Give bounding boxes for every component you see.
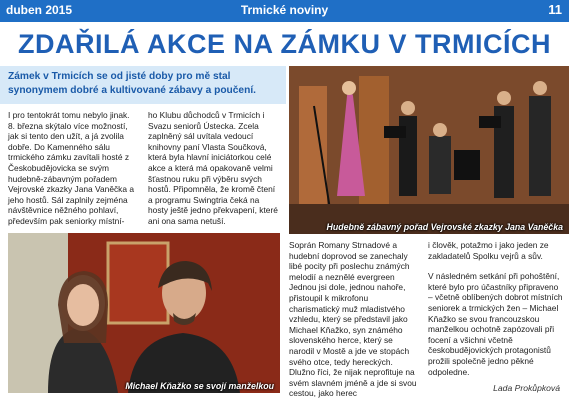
article-column-2 <box>148 110 280 227</box>
article-column-3 <box>289 240 417 399</box>
concert-photo <box>289 66 569 234</box>
article-author: Lada Prokůpková <box>493 383 560 393</box>
column-4-text-b: V následném setkání při pohoštění, které bylo pro účastníky připraveno – včetně oblíbených dobrot místních seniorek a trmických žen – Michael Kňažko se svou francouzskou manželkou ochotně zapózovali při focení a všichni včetně českobudějovických protagonistů prožili společně jedno pěkné odpoledne. <box>428 271 563 377</box>
article-column-4 <box>428 240 563 377</box>
page-number: 11 <box>548 2 562 17</box>
couple-photo <box>8 233 280 393</box>
issue-date: duben 2015 <box>6 3 73 17</box>
couple-photo-image <box>8 233 280 393</box>
newspaper-title: Trmické noviny <box>240 3 329 17</box>
couple-photo-caption: Michael Kňažko se svojí manželkou <box>125 381 274 391</box>
column-2-text: ho Klubu důchodců v Trmicích i Svazu seniorů Ústecka. Zcela zaplněný sál uvítala vedoucí knihovny paní Vlasta Součková, která byla hlavní iniciátorkou celé akce a která má opakovaně velmi šťastnou ruku při výběru svých hostů. Připomněla, že kromě čtení a programu Swingtria čeká na hosty ještě jedno překvapení, které ani ona sama netuší. <box>148 110 278 226</box>
article-lead: Zámek v Trmicích se od jisté doby pro mě stal synonymem dobré a kultivované zábavy a poučení. <box>8 71 256 96</box>
column-1-text: I pro tentokrát tomu nebylo jinak. 8. března skýtalo více možností, jak si tento den užít, a já zvolila dobře. Do Kamenného sálu trmického zámku zavítali hosté z Českobudějovicka se svým hudebně-zábavným pořadem Vejrovské zkazky Jana Vaněčka a jeho hostů. Sál zaplnily zejména návštěvnice něžného pohlaví, především pak seniorky místní- <box>8 110 134 226</box>
concert-photo-image <box>289 66 569 234</box>
article-headline: ZDAŘILÁ AKCE NA ZÁMKU V TRMICÍCH <box>18 29 551 59</box>
concert-photo-caption: Hudebně zábavný pořad Vejrovské zkazky Jana Vaněčka <box>326 222 563 232</box>
article-column-1 <box>8 110 138 227</box>
column-4-text-a: i člověk, potažmo i jako jeden ze zakladatelů Spolku vejrů a sův. <box>428 240 549 261</box>
column-3-text: Soprán Romany Strnadové a hudební doprovod se zanechaly libé pocity při poslechu známých melodií a neznělé evergreen Jednou jsi dole, jednou nahoře, přistoupil k mikrofonu charismatický muž mladistvého vzhledu, který se představil jako Michael Kňažko, syn známého slovenského herce, který se narodil v Mostě a jde ve stopách svého otce, tedy hereckých. Dlužno říci, že nijak neprofituje na svém slavném jméně a jde si svou cestou, jako herec <box>289 240 417 399</box>
